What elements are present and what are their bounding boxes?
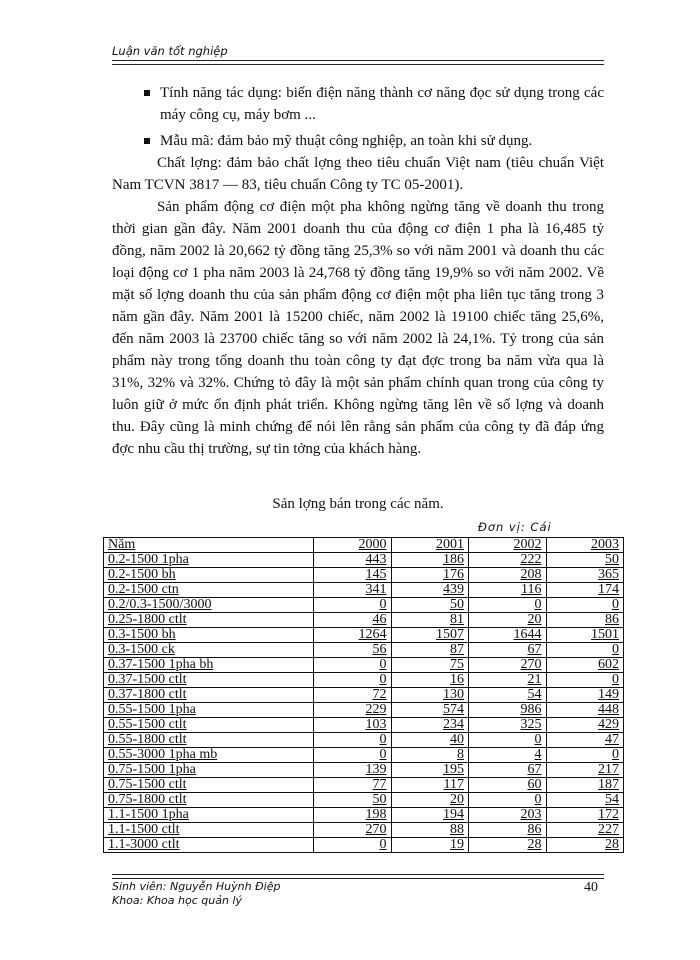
- row-label-cell: 0.3-1500 ck: [104, 643, 314, 658]
- table-row: [104, 763, 624, 778]
- value-cell: 4: [469, 748, 547, 763]
- table-title: Sản lợng bán trong các năm.: [272, 496, 444, 512]
- value-cell: 86: [546, 613, 624, 628]
- table-header-cell: 2001: [391, 538, 469, 553]
- table-row: [104, 718, 624, 733]
- table-header-cell: Năm: [104, 538, 314, 553]
- value-cell: 174: [546, 583, 624, 598]
- value-cell: 341: [314, 583, 392, 598]
- value-cell: 8: [391, 748, 469, 763]
- table-row: [104, 673, 624, 688]
- value-cell: 0: [314, 748, 392, 763]
- row-label-cell: 0.2-1500 1pha: [104, 553, 314, 568]
- row-label-cell: 0.2/0.3-1500/3000: [104, 598, 314, 613]
- table-row: [104, 748, 624, 763]
- value-cell: 208: [469, 568, 547, 583]
- value-cell: 172: [546, 808, 624, 823]
- value-cell: 0: [314, 838, 392, 853]
- value-cell: 46: [314, 613, 392, 628]
- value-cell: 186: [391, 553, 469, 568]
- quality-paragraph: Chất lợng: đảm bảo chất lợng theo tiêu chuẩn Việt nam (tiêu chuẩn Việt Nam TCVN 3817 — 83, tiêu chuẩn Công ty TC 05-2001).: [112, 155, 604, 193]
- value-cell: 448: [546, 703, 624, 718]
- value-cell: 0: [469, 598, 547, 613]
- table-unit: Đơn vị: Cái: [478, 520, 552, 534]
- value-cell: 176: [391, 568, 469, 583]
- value-cell: 227: [546, 823, 624, 838]
- value-cell: 0: [314, 733, 392, 748]
- table-row: [104, 793, 624, 808]
- value-cell: 0: [314, 598, 392, 613]
- student-name: Sinh viên: Nguyễn Huỳnh Điệp: [112, 880, 281, 893]
- table-body: [104, 553, 624, 853]
- value-cell: 0: [314, 673, 392, 688]
- value-cell: 75: [391, 658, 469, 673]
- row-label-cell: 0.3-1500 bh: [104, 628, 314, 643]
- value-cell: 1264: [314, 628, 392, 643]
- value-cell: 103: [314, 718, 392, 733]
- row-label-cell: 0.75-1800 ctlt: [104, 793, 314, 808]
- row-label-cell: 0.55-3000 1pha mb: [104, 748, 314, 763]
- table-row: [104, 553, 624, 568]
- value-cell: 130: [391, 688, 469, 703]
- row-label-cell: 0.55-1800 ctlt: [104, 733, 314, 748]
- table-row: [104, 823, 624, 838]
- value-cell: 20: [391, 793, 469, 808]
- row-label-cell: 0.37-1800 ctlt: [104, 688, 314, 703]
- table-row: [104, 583, 624, 598]
- value-cell: 72: [314, 688, 392, 703]
- value-cell: 325: [469, 718, 547, 733]
- value-cell: 986: [469, 703, 547, 718]
- sales-volume-table: [103, 537, 624, 853]
- value-cell: 19: [391, 838, 469, 853]
- table-row: [104, 613, 624, 628]
- table-header-cell: 2002: [469, 538, 547, 553]
- page-footer: [112, 880, 604, 908]
- page-header: Luận văn tốt nghiệp: [112, 44, 228, 58]
- value-cell: 0: [546, 673, 624, 688]
- table-row: [104, 598, 624, 613]
- value-cell: 439: [391, 583, 469, 598]
- table-row: [104, 808, 624, 823]
- value-cell: 0: [546, 598, 624, 613]
- row-label-cell: 0.55-1500 ctlt: [104, 718, 314, 733]
- value-cell: 86: [469, 823, 547, 838]
- value-cell: 149: [546, 688, 624, 703]
- value-cell: 365: [546, 568, 624, 583]
- table-row: [104, 658, 624, 673]
- value-cell: 198: [314, 808, 392, 823]
- value-cell: 56: [314, 643, 392, 658]
- value-cell: 87: [391, 643, 469, 658]
- table-header-row: [104, 538, 624, 553]
- row-label-cell: 0.75-1500 ctlt: [104, 778, 314, 793]
- table-row: [104, 778, 624, 793]
- value-cell: 145: [314, 568, 392, 583]
- value-cell: 270: [314, 823, 392, 838]
- bullet-square-icon: [144, 90, 150, 96]
- value-cell: 1644: [469, 628, 547, 643]
- value-cell: 67: [469, 643, 547, 658]
- value-cell: 116: [469, 583, 547, 598]
- value-cell: 602: [546, 658, 624, 673]
- row-label-cell: 0.2-1500 bh: [104, 568, 314, 583]
- row-label-cell: 0.25-1800 ctlt: [104, 613, 314, 628]
- value-cell: 229: [314, 703, 392, 718]
- value-cell: 50: [546, 553, 624, 568]
- value-cell: 28: [546, 838, 624, 853]
- value-cell: 0: [546, 748, 624, 763]
- table-header-cell: 2000: [314, 538, 392, 553]
- value-cell: 0: [469, 793, 547, 808]
- value-cell: 20: [469, 613, 547, 628]
- table-row: [104, 628, 624, 643]
- table-row: [104, 703, 624, 718]
- row-label-cell: 0.55-1500 1pha: [104, 703, 314, 718]
- value-cell: 429: [546, 718, 624, 733]
- value-cell: 0: [469, 733, 547, 748]
- value-cell: 60: [469, 778, 547, 793]
- value-cell: 234: [391, 718, 469, 733]
- value-cell: 88: [391, 823, 469, 838]
- value-cell: 77: [314, 778, 392, 793]
- value-cell: 81: [391, 613, 469, 628]
- bullet-item: [112, 82, 604, 126]
- value-cell: 203: [469, 808, 547, 823]
- table-row: [104, 838, 624, 853]
- value-cell: 0: [546, 643, 624, 658]
- sales-paragraph: Sản phẩm động cơ điện một pha không ngừng tăng về doanh thu trong thời gian gần đây. Năm 2001 doanh thu của động cơ điện 1 pha là 16,485 tỷ đồng, năm 2002 là 20,662 tỷ đồng tăng 25,3% so với năm 2001 và doanh thu các loại động cơ 1 pha năm 2003 là 24,768 tỷ đồng tăng 19,9% so với năm 2002. Về mặt số lợng doanh thu của sản phẩm động cơ điện một pha liên tục tăng trong 3 năm gần đây. Năm 2001 là 15200 chiếc, năm 2002 là 19100 chiếc tăng 25,6%, đến năm 2003 là 23700 chiếc tăng so với năm 2002 là 24,1%. Tỷ trong của sản phẩm này trong tổng doanh thu toàn công ty đạt đợc trong ba năm vừa qua là 31%, 32% và 32%. Chứng tỏ đây là một sản phẩm chính quan trong của công ty luôn giữ ở mức ổn định phát triển. Không ngừng tăng lên về số lợng và doanh thu. Đây cũng là minh chứng để nói lên rằng sản phẩm của công ty đã đáp ứng đợc nhu cầu thị trường, sự tin tởng của khách hàng.: [112, 199, 604, 457]
- value-cell: 195: [391, 763, 469, 778]
- value-cell: 54: [546, 793, 624, 808]
- value-cell: 28: [469, 838, 547, 853]
- row-label-cell: 0.37-1500 1pha bh: [104, 658, 314, 673]
- faculty-name: Khoa: Khoa học quản lý: [112, 894, 242, 907]
- row-label-cell: 0.2-1500 ctn: [104, 583, 314, 598]
- value-cell: 0: [314, 658, 392, 673]
- row-label-cell: 1.1-1500 1pha: [104, 808, 314, 823]
- footer-rule: [112, 874, 604, 879]
- body-text: [112, 76, 604, 460]
- value-cell: 217: [546, 763, 624, 778]
- row-label-cell: 1.1-1500 ctlt: [104, 823, 314, 838]
- value-cell: 139: [314, 763, 392, 778]
- bullet-item: [112, 130, 604, 152]
- value-cell: 194: [391, 808, 469, 823]
- value-cell: 117: [391, 778, 469, 793]
- page-number: 40: [584, 880, 598, 895]
- value-cell: 574: [391, 703, 469, 718]
- value-cell: 47: [546, 733, 624, 748]
- value-cell: 270: [469, 658, 547, 673]
- value-cell: 187: [546, 778, 624, 793]
- value-cell: 50: [314, 793, 392, 808]
- table-row: [104, 688, 624, 703]
- header-rule: [112, 60, 604, 65]
- row-label-cell: 0.37-1500 ctlt: [104, 673, 314, 688]
- value-cell: 443: [314, 553, 392, 568]
- table-row: [104, 568, 624, 583]
- table-header-cell: 2003: [546, 538, 624, 553]
- value-cell: 67: [469, 763, 547, 778]
- value-cell: 54: [469, 688, 547, 703]
- value-cell: 21: [469, 673, 547, 688]
- bullet-text: Tính năng tác dụng: biến điện năng thành cơ năng đọc sử dụng trong các máy công cụ, máy bơm ...: [160, 85, 604, 123]
- row-label-cell: 0.75-1500 1pha: [104, 763, 314, 778]
- table-row: [104, 733, 624, 748]
- table-row: [104, 643, 624, 658]
- value-cell: 40: [391, 733, 469, 748]
- value-cell: 1501: [546, 628, 624, 643]
- row-label-cell: 1.1-3000 ctlt: [104, 838, 314, 853]
- value-cell: 222: [469, 553, 547, 568]
- bullet-square-icon: [144, 138, 150, 144]
- bullet-text: Mẫu mã: đảm bảo mỹ thuật công nghiệp, an toàn khi sử dụng.: [160, 133, 533, 149]
- value-cell: 1507: [391, 628, 469, 643]
- value-cell: 50: [391, 598, 469, 613]
- value-cell: 16: [391, 673, 469, 688]
